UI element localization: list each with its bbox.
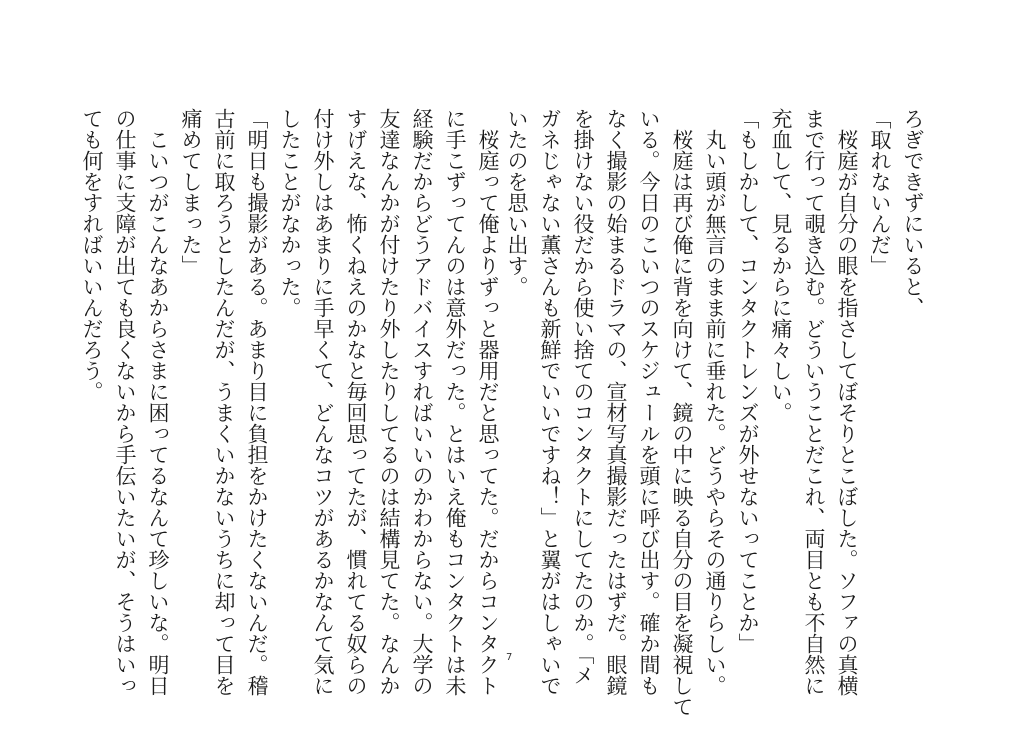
text-column: 丸い頭が無言のまま前に垂れた。どうやらその通りらしい。 <box>703 108 727 696</box>
text-column: 「明日も撮影がある。あまり目に負担をかけたくないんだ。稽 <box>245 108 269 696</box>
text-column: の仕事に支障が出ても良くないから手伝いたいが、そうはいっ <box>113 108 137 696</box>
text-column: ろぎできずにいると、 <box>901 108 925 318</box>
page-number: 7 <box>506 652 513 663</box>
text-column: ガネじゃない薫さんも新鮮でいいですね！」と翼がはしゃいで <box>538 108 562 696</box>
text-column: 付け外しはあまりに手早くて、どんなコツがあるかなんて気に <box>311 108 335 696</box>
text-column: 桜庭って俺よりずっと器用だと思ってた。だからコンタクト <box>476 108 500 696</box>
text-column: したことがなかった。 <box>278 108 302 318</box>
right-text-block <box>500 108 929 717</box>
text-column: 経験だからどうアドバイスすればいいのかわからない。大学の <box>410 108 434 696</box>
text-column: いたのを思い出す。 <box>505 108 529 297</box>
text-column: 友達なんかが付けたり外したりしてるのは結構見てた。なんか <box>377 108 401 696</box>
text-column: ても何をすればいいんだろう。 <box>80 108 104 402</box>
text-column: 充血して、見るからに痛々しい。 <box>769 108 793 423</box>
text-column: 痛めてしまった」 <box>179 108 203 276</box>
text-column: まで行って覗き込む。どういうことだこれ、両目とも不自然に <box>802 108 826 696</box>
text-column: なく撮影の始まるドラマの、宣材写真撮影だったはずだ。眼鏡 <box>604 108 628 696</box>
text-column: いる。今日のこいつのスケジュールを頭に呼び出す。確か間も <box>637 108 661 696</box>
text-column: こいつがこんなあからさまに困ってるなんて珍しいな。明日 <box>146 108 170 696</box>
text-column: すげえな、怖くねえのかなと毎回思ってたが、慣れてる奴らの <box>344 108 368 696</box>
text-column: 古前に取ろうとしたんだが、うまくいかないうちに却って目を <box>212 108 236 696</box>
text-column: に手こずってんのは意外だった。とはいえ俺もコンタクトは未 <box>443 108 467 696</box>
text-column: 桜庭は再び俺に背を向けて、鏡の中に映る自分の目を凝視して <box>670 108 694 717</box>
text-column: 「取れないんだ」 <box>868 108 892 276</box>
text-column: を掛けない役だから使い捨てのコンタクトにしてたのか。「メ <box>571 108 595 686</box>
text-column: 桜庭が自分の眼を指さしてぼそりとこぼした。ソファの真横 <box>835 108 859 696</box>
left-text-block <box>75 108 504 696</box>
text-column: 「もしかして、コンタクトレンズが外せないってことか」 <box>736 108 760 654</box>
